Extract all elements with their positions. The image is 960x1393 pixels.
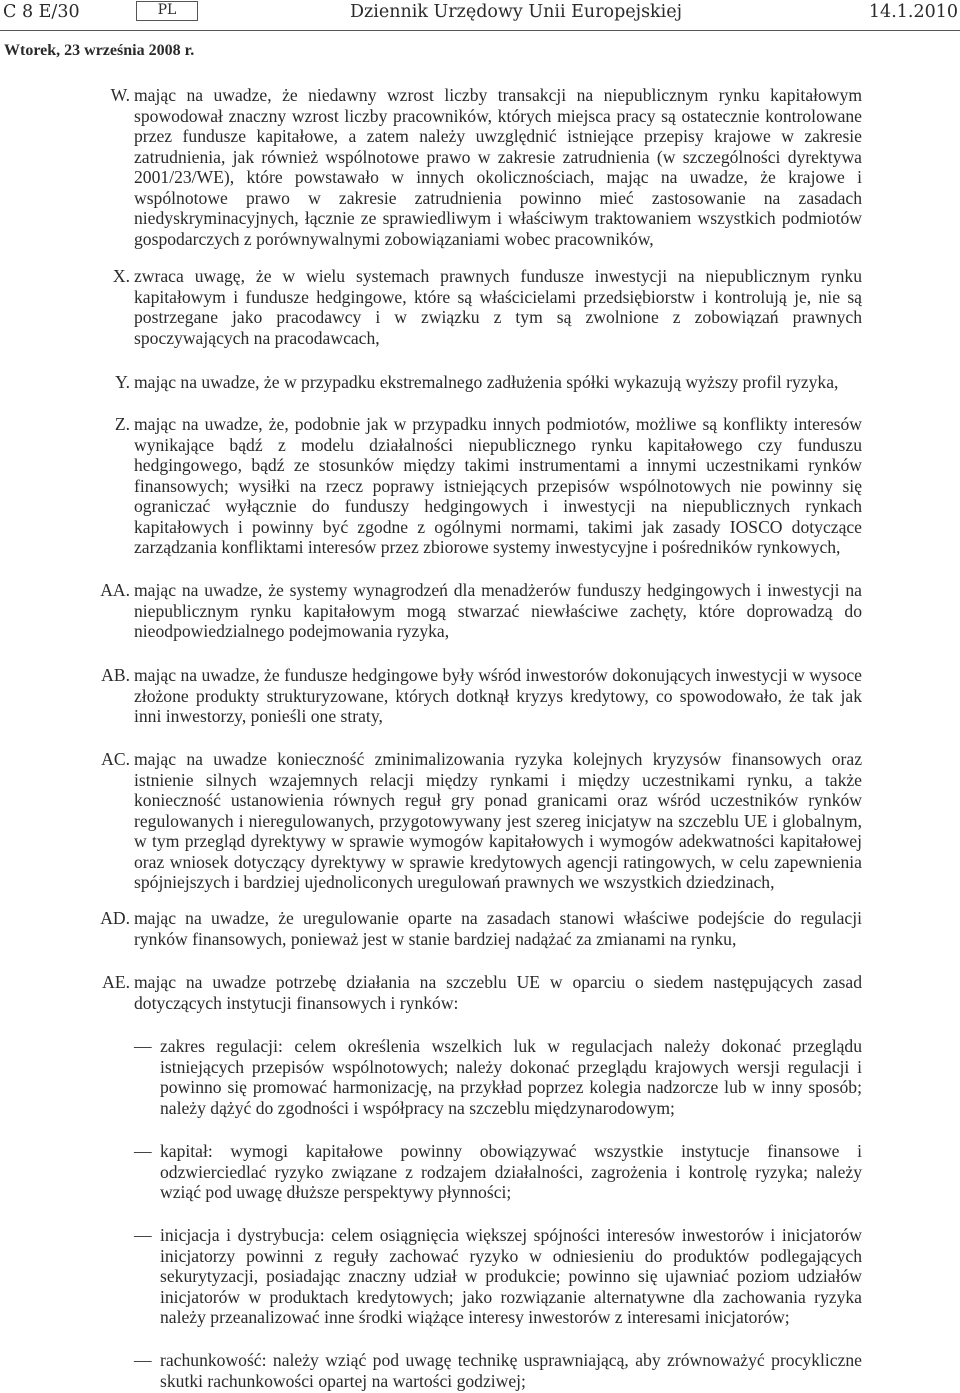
recital-label: W. — [110, 85, 130, 105]
recital-text: mając na uwadze potrzebę działania na szczeblu UE w oparciu o siedem następujących zasad dotyczących instytucji finansowych i rynków: — [134, 972, 862, 1013]
recital-text: mając na uwadze, że niedawny wzrost liczby transakcji na niepublicznym rynku kapitałowym spowodował znaczny wzrost liczby pracowników, których miejsca pracy są ostatecznie kontrolowane przez fundusze kapitałowe, a zatem należy uwzględnić istniejące przepisy krajowe w zakresie zatrudnienia, jak również wspólnotowe prawo w zakresie zatrudnienia (w szczególności dyrektywa 2001/23/WE), które powstawało w innych okolicznościach, mając na uwadze, że krajowe i wspólnotowe prawo w zakresie zatrudnienia powinno mieć zastosowanie na zasadach niedyskryminacyjnych, łącznie ze sprawiedliwym i właściwym traktowaniem wszystkich podmiotów gospodarczych z porównywalnymi zobowiązaniami wobec pracowników, — [134, 85, 862, 249]
recital-text: mając na uwadze, że w przypadku ekstremalnego zadłużenia spółki wykazują wyższy profil ryzyka, — [134, 372, 839, 392]
dash-marker: — — [134, 1225, 152, 1245]
recital-label: AE. — [102, 972, 130, 992]
recital-label: AB. — [101, 665, 130, 685]
principle-text: zakres regulacji: celem określenia wszelkich luk w regulacjach należy dokonać przeglądu istniejących przepisów wspólnotowych; należy dokonać przeglądu krajowych wersji regulacji i powinno się promować harmonizację, na przykład poprzez kolegia nadzorcze lub w inny sposób; należy dążyć do zgodności i współpracy na szczeblu międzynarodowym; — [160, 1036, 862, 1118]
dash-marker: — — [134, 1141, 152, 1161]
principle-text: rachunkowość: należy wziąć pod uwagę technikę usprawniającą, aby zrównoważyć procykliczne skutki rachunkowości opartej na wartości godziwej; — [160, 1350, 862, 1391]
recital-text: mając na uwadze, że uregulowanie oparte na zasadach stanowi właściwe podejście do regulacji rynków finansowych, ponieważ jest w stanie bardziej nadążać za zmianami na rynku, — [134, 908, 862, 949]
journal-header — [0, 0, 960, 32]
recital-label: AD. — [100, 908, 130, 928]
sitting-date: Wtorek, 23 września 2008 r. — [4, 42, 195, 59]
recital-text: zwraca uwagę, że w wielu systemach prawnych fundusze inwestycji na niepublicznym rynku kapitałowym i fundusze hedgingowe, które są właścicielami przedsiębiorstw i kontrolują je, nie są postrzegane jako pracodawcy i w związku z tym są zwolnione z zobowiązań prawnych spoczywających na pracodawcach, — [134, 266, 862, 348]
recital-label: X. — [112, 266, 130, 286]
recital-label: Y. — [115, 372, 130, 392]
journal-title: Dziennik Urzędowy Unii Europejskiej — [350, 2, 683, 22]
recital-label: AA. — [100, 580, 130, 600]
dash-marker: — — [134, 1350, 152, 1370]
language-code-box: PL — [136, 1, 198, 21]
recital-text: mając na uwadze konieczność zminimalizowania ryzyka kolejnych kryzysów finansowych oraz istnienie silnych wzajemnych relacji między rynkami i między uczestnikami rynku, a także konieczność ustanowienia równych reguł gry ponad granicami oraz wśród uczestników rynków regulowanych i nieregulowanych, przygotowywany jest szereg inicjatyw na szczeblu UE i globalnym, w tym przegląd dyrektywy w sprawie wymogów kapitałowych i wymogów adekwatności kapitałowej oraz wniosek dotyczący dyrektywy w sprawie kredytowych agencji ratingowych, w celu zapewnienia spójniejszych i bardziej ujednoliconych uregulowań prawnych we wszystkich dziedzinach, — [134, 749, 862, 892]
recital-text: mając na uwadze, że fundusze hedgingowe były wśród inwestorów dokonujących inwestycji w wysoce złożone produkty strukturyzowane, których dotknął kryzys kredytowy, co spowodowało, że tak jak inni inwestorzy, ponieśli one straty, — [134, 665, 862, 726]
principle-text: kapitał: wymogi kapitałowe powinny obowiązywać wszystkie instytucje finansowe i odzwierciedlać ryzyko związane z rodzajem działalności, zagrożenia i kontrolę ryzyka; należy wziąć pod uwagę dłuższe perspektywy płynności; — [160, 1141, 862, 1202]
recital-label: Z. — [114, 414, 130, 434]
header-rule — [0, 30, 960, 31]
journal-reference: C 8 E/30 — [3, 2, 80, 22]
publication-date: 14.1.2010 — [868, 2, 958, 22]
dash-marker: — — [134, 1036, 152, 1056]
recital-label: AC. — [101, 749, 130, 769]
recital-text: mając na uwadze, że, podobnie jak w przypadku innych podmiotów, możliwe są konflikty interesów wynikające bądź z modelu działalności niepublicznego rynku kapitałowego czy funduszu hedgingowego, bądź ze stosunków między takimi instrumentami a innymi uczestnikami rynków finansowych; wysiłki na rzecz poprawy istniejących przepisów wspólnotowych nie powinny się ograniczać wyłącznie do funduszy hedgingowych i inwestycji na niepublicznych rynkach kapitałowych i powinny być zgodne z ogólnymi normami, takimi jak zasady IOSCO dotyczące zarządzania konfliktami interesów przez zbiorowe systemy inwestycyjne i pośredników rynkowych, — [134, 414, 862, 557]
principle-text: inicjacja i dystrybucja: celem osiągnięcia większej spójności interesów inwestorów i inicjatorów inicjatorzy powinni z reguły zachować ryzyko w odniesieniu do produktów podlegających sekurytyzacji, posiadając znaczny udział w produkcie; powinno się ujawniać poziom udziałów inicjatorów w produktach kredytowych; jako rozwiązanie alternatywne dla zachowania ryzyka należy przeanalizować inne środki wiążące interesy inwestorów z interesami inicjatorów; — [160, 1225, 862, 1327]
recital-text: mając na uwadze, że systemy wynagrodzeń dla menadżerów funduszy hedgingowych i inwestycji na niepublicznym rynku kapitałowym mogą stwarzać niewłaściwe zachęty, które doprowadzą do nieodpowiedzialnego podejmowania ryzyka, — [134, 580, 862, 641]
